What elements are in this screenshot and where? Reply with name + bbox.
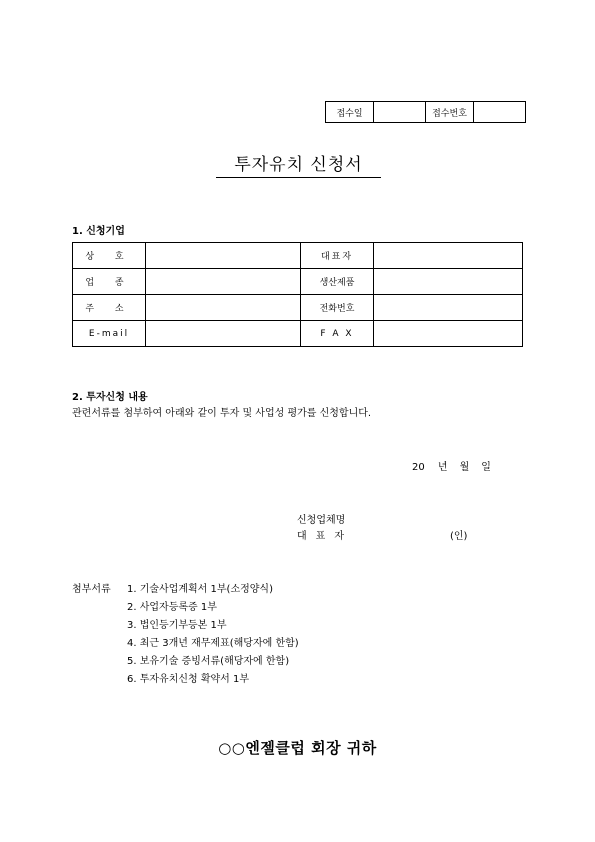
addressee-line: ○○엔젤클럽 회장 귀하 xyxy=(218,739,377,757)
phone-label: 전화번호 xyxy=(301,295,374,321)
attachment-item: 2. 사업자등록증 1부 xyxy=(127,602,217,613)
table-row xyxy=(73,321,523,347)
products-field[interactable] xyxy=(374,269,523,295)
applicant-table xyxy=(72,242,523,347)
table-row xyxy=(73,295,523,321)
table-row xyxy=(73,269,523,295)
representative-sign-label: 대표자 xyxy=(297,531,353,542)
receipt-box xyxy=(325,101,526,123)
receipt-number-label: 접수번호 xyxy=(426,102,474,123)
company-name-label: 상 호 xyxy=(73,243,146,269)
receipt-number-field[interactable] xyxy=(474,102,526,123)
title-underline xyxy=(216,177,381,178)
business-type-label: 업 종 xyxy=(73,269,146,295)
attachments-label: 첨부서류 xyxy=(72,584,111,595)
company-name-field[interactable] xyxy=(146,243,301,269)
fax-field[interactable] xyxy=(374,321,523,347)
representative-field[interactable] xyxy=(374,243,523,269)
email-field[interactable] xyxy=(146,321,301,347)
attachment-item: 5. 보유기술 증빙서류(해당자에 한함) xyxy=(127,656,290,667)
date-year: 20 년 xyxy=(412,462,448,473)
attachment-item: 4. 최근 3개년 재무제표(해당자에 한함) xyxy=(127,638,299,649)
address-label: 주 소 xyxy=(73,295,146,321)
representative-label: 대표자 xyxy=(301,243,374,269)
fax-label: F A X xyxy=(301,321,374,347)
application-statement: 관련서류를 첨부하여 아래와 같이 투자 및 사업성 평가를 신청합니다. xyxy=(72,408,372,419)
business-type-field[interactable] xyxy=(146,269,301,295)
receipt-date-label: 접수일 xyxy=(326,102,374,123)
date-month: 월 xyxy=(459,462,470,473)
address-field[interactable] xyxy=(146,295,301,321)
attachment-item: 3. 법인등기부등본 1부 xyxy=(127,620,227,631)
email-label: E-mail xyxy=(73,321,146,347)
section-heading-investment: 2. 투자신청 내용 xyxy=(72,392,148,403)
seal-mark: (인) xyxy=(450,531,468,542)
phone-field[interactable] xyxy=(374,295,523,321)
applicant-company-label: 신청업체명 xyxy=(297,515,346,526)
products-label: 생산제품 xyxy=(301,269,374,295)
document-title: 투자유치 신청서 xyxy=(234,155,363,175)
table-row xyxy=(73,243,523,269)
application-date xyxy=(412,458,503,473)
date-day: 일 xyxy=(481,462,491,473)
attachment-item: 1. 기술사업계획서 1부(소정양식) xyxy=(127,584,273,595)
attachment-item: 6. 투자유치신청 확약서 1부 xyxy=(127,674,250,685)
section-heading-applicant: 1. 신청기업 xyxy=(72,226,125,237)
receipt-date-field[interactable] xyxy=(374,102,426,123)
